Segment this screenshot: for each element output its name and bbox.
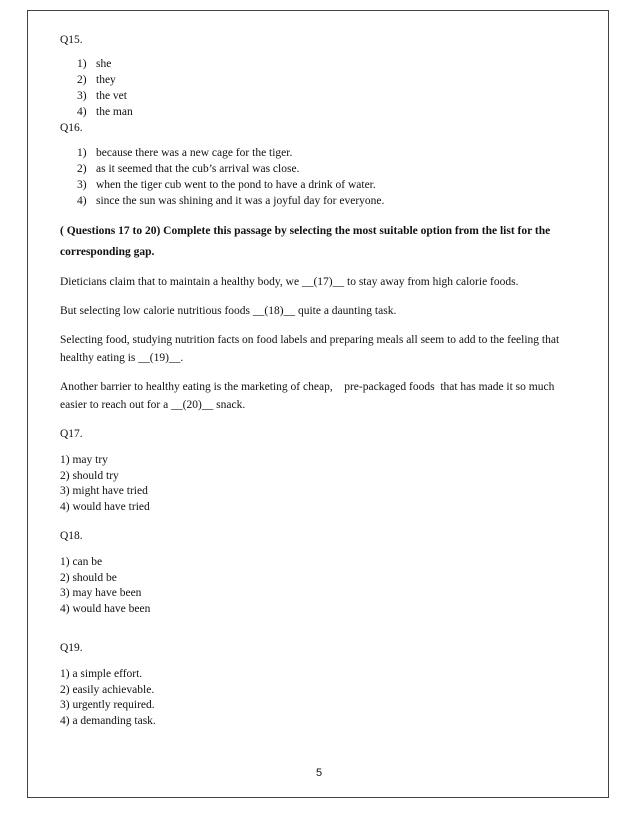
page-content: [60, 32, 580, 729]
q15-option-4: 4) the man: [77, 106, 133, 118]
q16-option-3: 3) when the tiger cub went to the pond to have a drink of water.: [77, 179, 376, 191]
passage-paragraph-2: But selecting low calorie nutritious foods __(18)__ quite a daunting task.: [60, 305, 397, 317]
question-label-q16: Q16.: [60, 122, 83, 134]
q17-option-2: 2) should try: [60, 469, 119, 482]
q17-option-4: 4) would have tried: [60, 500, 150, 513]
q16-option-2: 2) as it seemed that the cub’s arrival was close.: [77, 163, 300, 175]
q19-option-3: 3) urgently required.: [60, 699, 155, 711]
question-label-q17: Q17.: [60, 428, 83, 440]
q19-option-2: 2) easily achievable.: [60, 683, 155, 696]
question-label-q15: Q15.: [60, 34, 83, 46]
q18-option-4: 4) would have been: [60, 602, 151, 615]
q15-option-3: 3) the vet: [77, 90, 127, 102]
q18-options: [60, 555, 580, 617]
passage-paragraph-4: Another barrier to healthy eating is the marketing of cheap, pre-packaged foods that has made it so much easier to reach out for a __(20)__ snack.: [60, 381, 558, 411]
q16-option-1: 1) because there was a new cage for the tiger.: [77, 147, 293, 159]
question-label-q18: Q18.: [60, 530, 83, 542]
question-label-q19: Q19.: [60, 642, 83, 654]
page-number: 5: [315, 767, 323, 779]
passage-paragraph-1: Dieticians claim that to maintain a healthy body, we __(17)__ to stay away from high calorie foods.: [60, 276, 519, 288]
q17-option-1: 1) may try: [60, 454, 108, 466]
q18-option-1: 1) can be: [60, 556, 103, 568]
q16-options: [60, 145, 580, 209]
q15-options: [60, 56, 580, 120]
q18-option-3: 3) may have been: [60, 587, 142, 599]
q17-option-3: 3) might have tried: [60, 485, 148, 497]
q15-option-2: 2) they: [77, 74, 116, 86]
q19-options: [60, 667, 580, 729]
q15-option-1: 1) she: [77, 58, 112, 70]
q17-options: [60, 453, 580, 515]
q16-option-4: 4) since the sun was shining and it was a joyful day for everyone.: [77, 195, 385, 207]
instructions-heading: ( Questions 17 to 20) Complete this passage by selecting the most suitable option from the list for the corresponding gap.: [60, 225, 551, 258]
q18-option-2: 2) should be: [60, 571, 117, 584]
q19-option-4: 4) a demanding task.: [60, 714, 156, 727]
passage-paragraph-3: Selecting food, studying nutrition facts on food labels and preparing meals all seem to add to the feeling that healthy eating is __(19)__.: [60, 334, 560, 364]
q19-option-1: 1) a simple effort.: [60, 668, 143, 680]
